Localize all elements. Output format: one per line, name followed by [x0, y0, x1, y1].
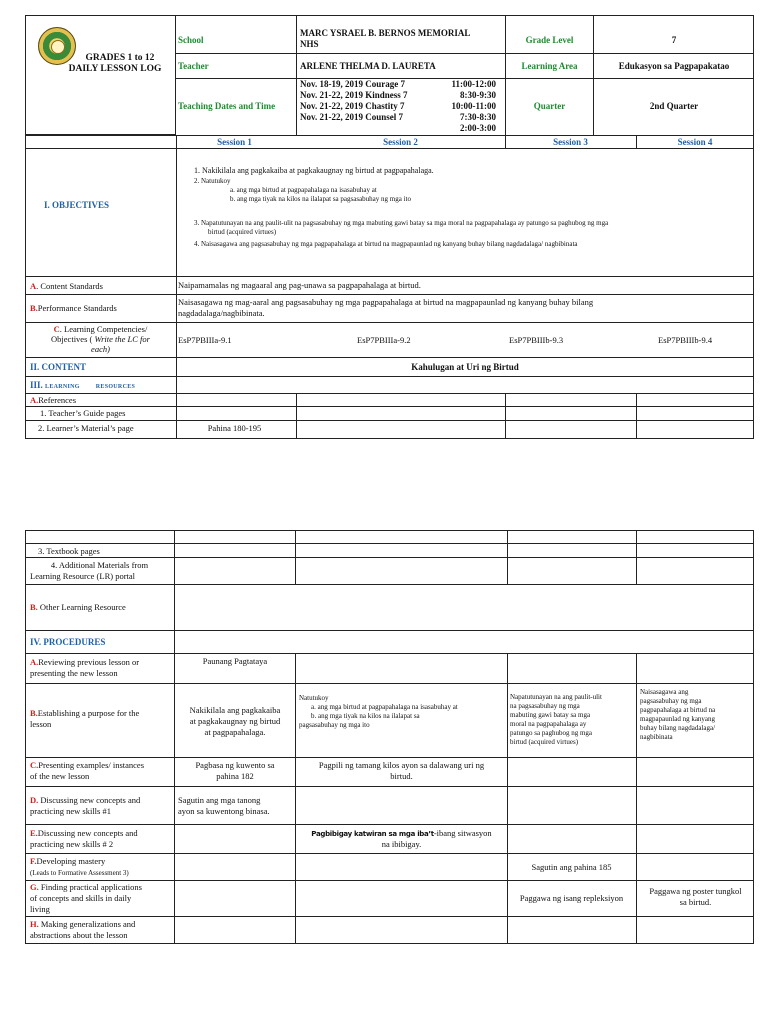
procedure-c-label-l1	[30, 760, 144, 771]
performance-standards-label	[30, 303, 117, 314]
time-row-2: 8:30-9:30	[460, 90, 496, 100]
session-1-header: Session 1	[217, 137, 252, 147]
resource-row-hline-1	[25, 406, 754, 407]
quarter-value: 2nd Quarter	[649, 101, 699, 111]
school-label: School	[178, 35, 204, 45]
procedure-g-label-l2: of concepts and skills in daily	[30, 893, 132, 903]
procedure-b-s4-l6: nagbibinata	[640, 733, 673, 741]
header-hline-1	[176, 53, 754, 54]
content-standards-value: Naipamamalas ng magaaral ang pag-unawa sa pagpapahalaga at birtud.	[178, 280, 421, 290]
procedure-b-s2-l4: pagsasabuhay ng mga ito	[299, 721, 370, 729]
grade-level-label: Grade Level	[525, 35, 574, 45]
procedure-b-s4-l5: buhay bilang nagdadalaga/	[640, 724, 716, 732]
procedure-g-label-l3: living	[30, 904, 50, 914]
procedure-d-s1-l2: ayon sa kuwentong binasa.	[178, 806, 270, 816]
procedure-c-text-l1: Presenting examples/ instances	[38, 760, 145, 770]
procedure-b-s2-l1: Natutukoy	[299, 694, 329, 702]
procedure-g-s4-l1: Paggawa ng poster tungkol	[649, 886, 742, 896]
procedure-d-label-l2: practicing new skills #1	[30, 806, 111, 816]
competencies-text-l2a: Objectives (	[51, 334, 95, 344]
quarter-label: Quarter	[533, 101, 566, 111]
objective-item-1: 1. Nakikilala ang pagkakaiba at pagkakaugnay ng birtud at pagpapahalaga.	[194, 166, 434, 175]
procedure-d-prefix: D.	[30, 795, 39, 805]
content-label: II. CONTENT	[30, 362, 87, 372]
procedure-e-s2-l1	[296, 828, 507, 840]
procedure-e-prefix: E.	[30, 828, 38, 838]
performance-standards-prefix: B.	[30, 303, 38, 313]
procedure-a-label-l1	[30, 657, 139, 668]
session-2-header: Session 2	[383, 137, 418, 147]
bottom-hline-9	[25, 824, 754, 825]
header-vline-1	[296, 15, 297, 135]
competencies-text-l2b: Write the LC for	[94, 334, 150, 344]
objectives-label: I. OBJECTIVES	[44, 200, 110, 210]
procedure-a-prefix: A.	[30, 657, 39, 667]
performance-standards-text: Performance Standards	[37, 303, 117, 313]
competency-code-3: EsP7PBIIIb-9.3	[509, 335, 564, 345]
objective-item-3-l2: birtud (acquired virtues)	[208, 228, 277, 236]
procedure-a-text-l1: Reviewing previous lesson or	[38, 657, 140, 667]
procedure-b-s4-l2: pagsasabuhay ng mga	[640, 697, 702, 705]
resources-hline	[25, 393, 754, 394]
references-prefix: A.	[30, 395, 39, 405]
procedure-c-label-l2: of the new lesson	[30, 771, 90, 781]
competency-code-4: EsP7PBIIIb-9.4	[658, 335, 713, 345]
objective-item-3-l1: 3. Napatutunayan na ang paulit-ulit na pagsasabuhay ng mga mabuting gawi batay sa mga moral na pagpapahalaga ay patungo sa paghubog ng mga	[194, 219, 609, 227]
time-row-5: 2:00-3:00	[460, 123, 496, 133]
procedure-g-prefix: G.	[30, 882, 39, 892]
procedure-e-text-l1: Discussing new concepts and	[37, 828, 138, 838]
learning-area-label: Learning Area	[521, 61, 578, 71]
textbook-pages-label: 3. Textbook pages	[38, 546, 100, 556]
content-standards-label	[30, 281, 103, 292]
procedure-c-prefix: C.	[30, 760, 39, 770]
bottom-vline-s2	[295, 653, 296, 944]
competencies-text-l1: . Learning Competencies/	[59, 324, 148, 334]
bottom-hline-12	[25, 916, 754, 917]
date-row-2: Nov. 21-22, 2019 Kindness 7	[300, 90, 408, 100]
bottom-hline-1	[25, 543, 754, 544]
procedure-d-label-l1	[30, 795, 140, 806]
date-row-3: Nov. 21-22, 2019 Chastity 7	[300, 101, 405, 111]
procedure-f-label-l1	[30, 856, 105, 867]
resource-row-hline-2	[25, 420, 754, 421]
learners-material-value: Pahina 180-195	[207, 423, 262, 433]
grade-level-value: 7	[671, 35, 677, 45]
procedure-g-session-3: Paggawa ng isang repleksiyon	[519, 893, 624, 903]
objective-item-4: 4. Naisasagawa ang pagsasabuhay ng mga pagpapahalaga at birtud na magpapaunlad ng kanyang buhay bilang nagdadalaga/ nagbibinata	[194, 240, 578, 248]
procedure-b-s4-l1: Naisasagawa ang	[640, 688, 689, 696]
procedure-b-s3-l1: Napatutunayan na ang paulit-ulit	[510, 693, 602, 701]
procedure-b-s3-l5: patungo sa paghubog ng mga	[510, 729, 593, 737]
competencies-prefix: C	[53, 324, 60, 334]
procedure-h-prefix: H.	[30, 919, 39, 929]
teacher-label: Teacher	[178, 61, 209, 71]
procedure-d-s1-l1: Sagutin ang mga tanong	[178, 795, 261, 805]
resources-label-c: RESOURCES	[95, 384, 136, 390]
date-row-4: Nov. 21-22, 2019 Counsel 7	[300, 112, 404, 122]
competencies-label-l3	[25, 344, 176, 355]
procedure-b-s2-l3: b. ang mga tiyak na kilos na ilalapat sa	[311, 712, 420, 720]
procedure-f-label-l2: (Leads to Formative Assessment 3)	[30, 869, 129, 877]
bottom-hline-7	[25, 757, 754, 758]
procedure-b-label-l1	[30, 708, 139, 719]
other-resource-prefix: B.	[30, 602, 38, 612]
references-label	[30, 395, 76, 406]
competencies-label-l1	[25, 324, 176, 335]
procedure-b-text-l1: Establishing a purpose for the	[37, 708, 140, 718]
objectives-hline-bottom	[25, 276, 754, 277]
teaching-dates-label: Teaching Dates and Time	[178, 101, 276, 111]
sessions-hline-top	[25, 135, 754, 136]
procedure-h-text-l1: Making generalizations and	[38, 919, 136, 929]
procedure-b-s1-l2: at pagkakaugnay ng birtud	[189, 716, 281, 726]
procedure-h-label-l1	[30, 919, 135, 930]
other-resource-label	[30, 602, 126, 613]
additional-materials-l1: 4. Additional Materials from	[50, 560, 149, 570]
procedures-label: IV. PROCEDURES	[30, 637, 106, 647]
procedure-b-s3-l4: moral na pagpapahalaga ay	[510, 720, 587, 728]
bottom-hline-3	[25, 584, 754, 585]
procedure-g-text-l1: Finding practical applications	[38, 882, 142, 892]
bottom-hline-11	[25, 880, 754, 881]
teacher-value: ARLENE THELMA D. LAURETA	[300, 61, 436, 71]
resource-vline-2	[505, 393, 506, 439]
competency-code-2: EsP7PBIIIa-9.2	[357, 335, 411, 345]
procedure-b-s4-l4: magpapaunlad ng kanyang	[640, 715, 716, 723]
procedure-e-s2-l1b: -ibang sitwasyon	[433, 828, 492, 838]
procedure-b-s3-l6: birtud (acquired virtues)	[510, 738, 579, 746]
procedure-h-label-l2: abstractions about the lesson	[30, 930, 128, 940]
title-line-2: DAILY LESSON LOG	[68, 64, 162, 74]
objective-item-2a: a. ang mga birtud at pagpapahalaga na isasabuhay at	[230, 186, 377, 194]
teachers-guide-label: 1. Teacher’s Guide pages	[40, 408, 126, 418]
procedure-g-s4-l2: sa birtud.	[679, 897, 712, 907]
time-row-3: 10:00-11:00	[451, 101, 496, 111]
header-vline-2	[505, 15, 506, 135]
procedure-c-s1-l2: pahina 182	[216, 771, 254, 781]
procedure-e-s2-l1a: Pagbibigay katwiran sa mga iba’t	[311, 830, 434, 838]
content-standards-prefix: A	[30, 281, 37, 291]
session-3-header: Session 3	[553, 137, 588, 147]
procedure-f-text-l1: Developing mastery	[36, 856, 106, 866]
resources-label	[30, 380, 135, 393]
references-text: References	[38, 395, 77, 405]
resource-vline-1	[296, 393, 297, 439]
procedure-d-text-l1: Discussing new concepts and	[38, 795, 141, 805]
content-standards-text: . Content Standards	[36, 281, 103, 291]
date-row-1: Nov. 18-19, 2019 Courage 7	[300, 79, 405, 89]
resource-vline-3	[636, 393, 637, 439]
competencies-label-l2	[25, 334, 176, 345]
procedure-f-session-3: Sagutin ang pahina 185	[531, 862, 612, 872]
procedure-e-s2-l2: na ibibigay.	[381, 839, 422, 849]
procedure-b-label-l2: lesson	[30, 719, 52, 729]
perf-std-hline	[25, 322, 754, 323]
procedure-b-s1-l3: at pagpapahalaga.	[204, 727, 266, 737]
performance-standards-value-l1: Naisasagawa ng mag-aaral ang pagsasabuhay ng mga pagpapahalaga at birtud na magpapaunlad ng kanyang buhay bilang	[178, 297, 594, 307]
bottom-hline-6	[25, 683, 754, 684]
objective-item-2: 2. Natutukoy	[194, 177, 231, 185]
competencies-text-l3: each)	[91, 344, 110, 354]
content-hline	[25, 376, 754, 377]
procedure-b-s2-l2: a. ang mga birtud at pagpapahalaga na isasabuhay at	[311, 703, 458, 711]
procedure-c-s2-l2: birtud.	[390, 771, 413, 781]
bottom-hline-2	[25, 557, 754, 558]
competency-code-1: EsP7PBIIIa-9.1	[178, 335, 232, 345]
additional-materials-l2: Learning Resource (LR) portal	[30, 571, 136, 581]
learning-area-value: Edukasyon sa Pagpapakatao	[618, 61, 730, 71]
procedure-c-s1-l1: Pagbasa ng kuwento sa	[195, 760, 275, 770]
school-value-l1: MARC YSRAEL B. BERNOS MEMORIAL	[300, 28, 471, 38]
procedure-g-label-l1	[30, 882, 142, 893]
procedure-c-s2-l1: Pagpili ng tamang kilos ayon sa dalawang uri ng	[318, 760, 485, 770]
procedure-b-s1-l1: Nakikilala ang pagkakaiba	[189, 705, 281, 715]
procedure-b-s3-l2: na pagsasabuhay ng mga	[510, 702, 580, 710]
school-value-l2: NHS	[300, 39, 319, 49]
objective-item-2b: b. ang mga tiyak na kilos na ilalapat sa pagsasabuhay ng mga ito	[230, 195, 411, 203]
procedure-b-s4-l3: pagpapahalaga at birtud na	[640, 706, 716, 714]
resources-label-b: LEARNING	[45, 384, 80, 390]
resources-label-a: III.	[30, 380, 46, 390]
content-std-hline	[25, 294, 754, 295]
time-row-4: 7:30-8:30	[460, 112, 496, 122]
competencies-hline	[25, 357, 754, 358]
performance-standards-value-l2: nagdadalaga/nagbibinata.	[178, 308, 265, 318]
bottom-hline-4	[25, 630, 754, 631]
procedure-b-prefix: B.	[30, 708, 38, 718]
procedure-a-session-1: Paunang Pagtataya	[202, 656, 268, 666]
header-vline-3	[593, 15, 594, 135]
procedure-a-label-l2: presenting the new lesson	[30, 668, 118, 678]
other-resource-text: Other Learning Resource	[37, 602, 126, 612]
procedure-f-prefix: F.	[30, 856, 37, 866]
procedure-e-label-l1	[30, 828, 138, 839]
bottom-hline-8	[25, 786, 754, 787]
sessions-hline-bottom	[25, 148, 754, 149]
learners-material-label: 2. Learner’s Material’s page	[38, 423, 134, 433]
bottom-hline-5	[25, 653, 754, 654]
procedure-e-label-l2: practicing new skills # 2	[30, 839, 114, 849]
session-4-header: Session 4	[677, 137, 713, 147]
content-value: Kahulugan at Uri ng Birtud	[411, 362, 519, 372]
procedure-b-s3-l3: mabuting gawi batay sa mga	[510, 711, 591, 719]
title-line-1: GRADES 1 to 12	[85, 53, 155, 63]
time-row-1: 11:00-12:00	[451, 79, 496, 89]
bottom-hline-10	[25, 853, 754, 854]
